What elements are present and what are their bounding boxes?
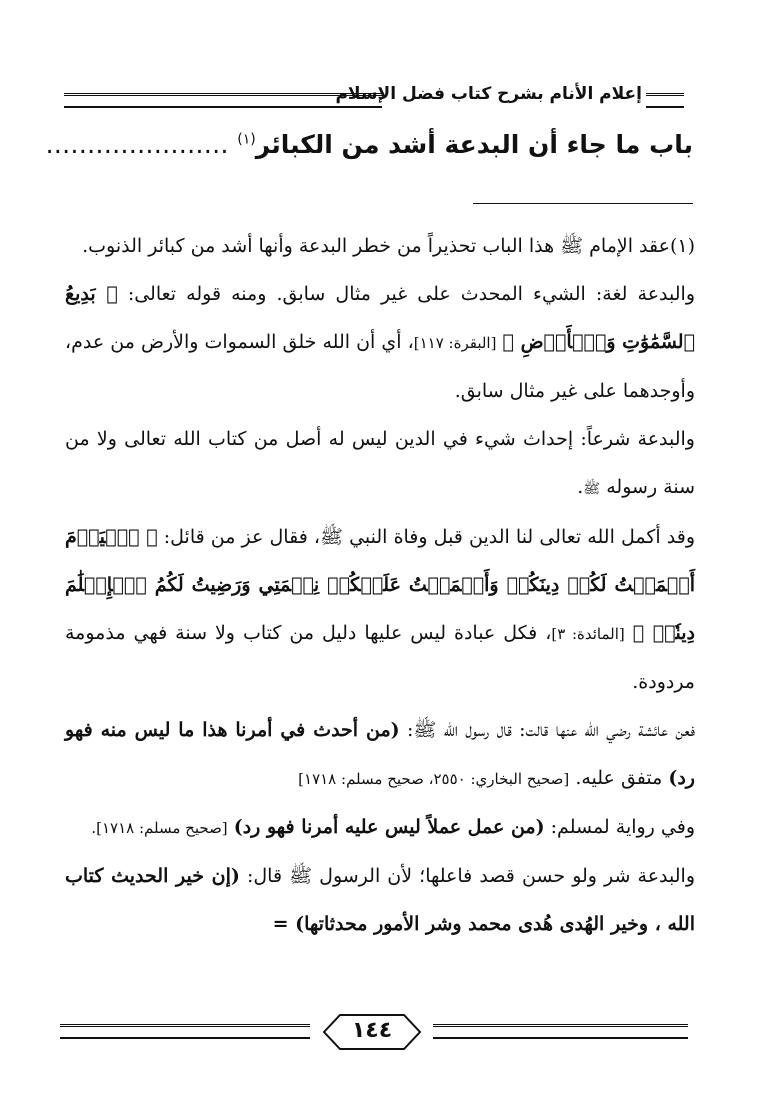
page-number: ١٤٤ (351, 1018, 393, 1043)
quran-verse: ﴿ ٱلۡيَوۡمَ أَكۡمَلۡتُ لَكُمۡ دِينَكُمۡ وَأَتۡمَمۡتُ عَلَيۡكُمۡ نِعۡمَتِي وَرَضِيتُ لَكُمُ ٱلۡإِسۡلَٰمَ دِينٗاۚ ﴾ (65, 526, 695, 644)
page-number-frame (322, 1012, 422, 1052)
text: ، أي أن الله خلق السموات والأرض من عدم، وأوجدهما على غير مثال سابق. (65, 331, 695, 402)
header-rule-left (64, 93, 382, 108)
running-title: إعلام الأنام بشرح كتاب فضل الإسلام (335, 84, 642, 104)
text: ، فكل عبادة ليس عليها دليل من كتاب ولا سنة فهي مذمومة مردودة. (65, 622, 695, 693)
text: والبدعة شر ولو حسن قصد فاعلها؛ لأن الرسول ﷺ قال: (246, 865, 696, 887)
chapter-title (45, 130, 693, 159)
running-header (64, 84, 684, 114)
footer-rule-right (433, 1024, 688, 1039)
verse-reference: [المائدة: ٣] (551, 625, 625, 643)
paragraph-aisha-hadith (65, 706, 695, 852)
hadith-reference: [صحيح البخاري: ٢٥٥٠، صحيح مسلم: ١٧١٨] (298, 770, 570, 788)
text: وقد أكمل الله تعالى لنا الدين قبل وفاة النبي ﷺ، فقال عز من قائل: (163, 526, 696, 548)
chapter-title-dots: …………………. (45, 130, 229, 159)
honorific-glyph: ﷺ (583, 481, 601, 497)
header-rule-right (646, 93, 684, 108)
paragraph-intro: (١)عقد الإمام ﷺ هذا الباب تحذيراً من خطر البدعة وأنها أشد من كبائر الذنوب. (82, 235, 695, 257)
paragraph-completion-of-religion (65, 513, 695, 706)
text: والبدعة شرعاً: إحداث شيء في الدين ليس له أصل من كتاب الله تعالى ولا من سنة رسوله (65, 428, 695, 498)
hadith-reference: [صحيح مسلم: ١٧١٨]. (91, 819, 228, 837)
hadith-text: (من عمل عملاً ليس عليه أمرنا فهو رد) (233, 816, 545, 838)
paragraph-linguistic-definition (65, 270, 695, 415)
paragraph-innovation-evil (65, 852, 695, 948)
paragraph-legal-definition: والبدعة شرعاً: إحداث شيء في الدين ليس له أصل من كتاب الله تعالى ولا من سنة رسوله ﷺ. (65, 428, 695, 498)
footer-rule-left (60, 1024, 310, 1039)
quran-verse: ﴿ بَدِيعُ ٱلسَّمَٰوَٰتِ وَٱلۡأَرۡضِ ﴾ (65, 283, 695, 353)
footnote-separator (473, 203, 693, 204)
footnote-marker: (١) (237, 131, 256, 148)
text: والبدعة لغة: الشيء المحدث على غير مثال سابق. ومنه قوله تعالى: (127, 283, 695, 305)
page-footer (60, 1012, 688, 1056)
text: متفق عليه. (575, 767, 663, 789)
text: فعن عائشة رضي الله عنها قالت: قال رسول الله ﷺ: (407, 719, 695, 741)
chapter-title-text: باب ما جاء أن البدعة أشد من الكبائر (255, 130, 693, 159)
hadith-text: (من أحدث في أمرنا هذا ما ليس منه فهو رد) (65, 719, 695, 789)
footnote-body (65, 222, 695, 948)
text: وفي رواية لمسلم: (550, 816, 695, 838)
hadith-text: (إن خير الحديث كتاب الله ، وخير الهُدى هُدى محمد وشر الأمور محدثاتها) = (65, 865, 695, 935)
verse-reference: [البقرة: ١١٧] (413, 334, 497, 352)
